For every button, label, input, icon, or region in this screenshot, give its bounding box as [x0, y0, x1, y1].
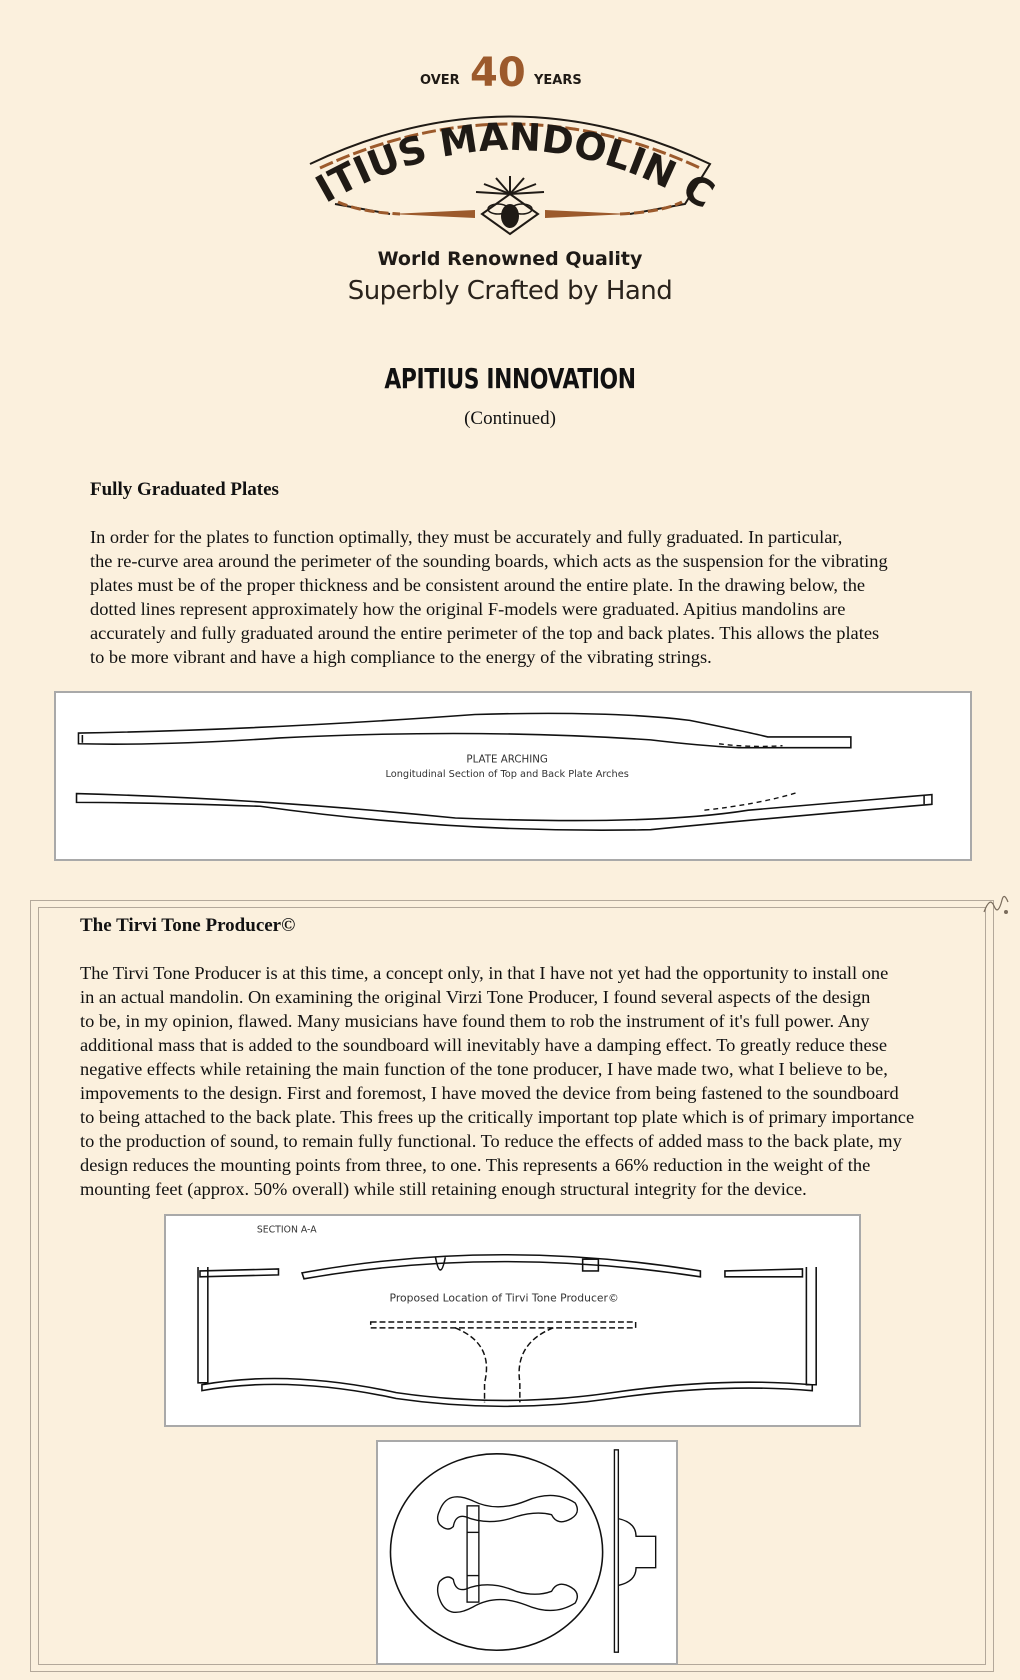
- f-hole-top-view-drawing: [378, 1442, 676, 1663]
- body-line: negative effects while retaining the main function of the tone producer, I have made two, what I believe to be,: [80, 1059, 888, 1079]
- plate-arching-figure: [54, 691, 972, 861]
- figure-title: PLATE ARCHING: [466, 753, 548, 766]
- logo-over-text: OVER: [420, 73, 460, 88]
- figure-caption: Longitudinal Section of Top and Back Plate Arches: [385, 768, 629, 780]
- figure-caption: Proposed Location of Tirvi Tone Producer©: [389, 1291, 619, 1305]
- body-line: to the production of sound, to remain fully functional. To reduce the effects of added mass to the back plate, my: [80, 1131, 902, 1151]
- logo-brand-text: ITIUS MANDOLIN C: [308, 114, 722, 218]
- section-heading-graduated-plates: Fully Graduated Plates: [90, 479, 279, 500]
- section-label: SECTION A-A: [256, 1224, 317, 1236]
- body-line: in an actual mandolin. On examining the original Virzi Tone Producer, I found several aspects of the design: [80, 987, 871, 1007]
- body-line: to being attached to the back plate. This frees up the critically important top plate which is of primary importance: [80, 1107, 915, 1127]
- logo-years-text: YEARS: [534, 73, 582, 88]
- body-line: impovements to the design. First and foremost, I have moved the device from being fastened to the soundboard: [80, 1083, 899, 1103]
- section-body-tirvi-tone-producer: [80, 961, 990, 1201]
- logo-40-text: 40: [470, 50, 526, 96]
- body-line: additional mass that is added to the soundboard will inevitably have a damping effect. To greatly reduce these: [80, 1035, 887, 1055]
- body-line: to be, in my opinion, flawed. Many musicians have found them to rob the instrument of it's full power. Any: [80, 1011, 870, 1031]
- body-line: mounting feet (approx. 50% overall) while still retaining enough structural integrity for the device.: [80, 1179, 807, 1199]
- plate-arching-drawing: [56, 693, 970, 859]
- brand-logo: [290, 44, 730, 314]
- body-line: design reduces the mounting points from three, to one. This represents a 66% reduction in the weight of the: [80, 1155, 871, 1175]
- logo-graphic: [290, 44, 730, 314]
- tagline-quality: World Renowned Quality: [377, 248, 643, 270]
- f-hole-top-view-figure: [376, 1440, 678, 1665]
- flourish-ornament-icon: [980, 886, 1016, 922]
- body-line: plates must be of the proper thickness and be consistent around the entire plate. In the drawing below, the: [90, 575, 866, 595]
- page-subtitle: (Continued): [464, 408, 556, 429]
- page-title: APITIUS INNOVATION: [384, 362, 636, 395]
- body-line: In order for the plates to function optimally, they must be accurately and fully graduated. In particular,: [90, 527, 843, 547]
- body-line: dotted lines represent approximately how the original F-models were graduated. Apitius mandolins are: [90, 599, 846, 619]
- tagline-crafted: Superbly Crafted by Hand: [347, 276, 673, 306]
- section-a-a-drawing: [166, 1216, 859, 1425]
- body-line: accurately and fully graduated around the entire perimeter of the top and back plates. This allows the plates: [90, 623, 880, 643]
- section-body-graduated-plates: [90, 525, 970, 669]
- body-line: The Tirvi Tone Producer is at this time, a concept only, in that I have not yet had the opportunity to install one: [80, 963, 889, 983]
- section-heading-tirvi-tone-producer: The Tirvi Tone Producer©: [80, 915, 296, 936]
- body-line: to be more vibrant and have a high compliance to the energy of the vibrating strings.: [90, 647, 712, 667]
- section-a-a-figure: [164, 1214, 861, 1427]
- bee-emblem-icon: [390, 176, 630, 234]
- body-line: the re-curve area around the perimeter of the sounding boards, which acts as the suspension for the vibrating: [90, 551, 888, 571]
